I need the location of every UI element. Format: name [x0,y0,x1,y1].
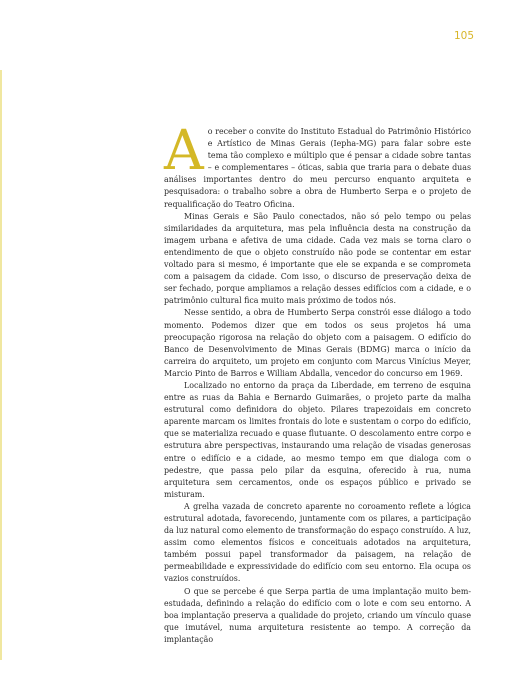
paragraph-3: Nesse sentido, a obra de Humberto Serpa constrói esse diálogo a todo momento. Podemos dizer que em todos os seus projetos há uma preocupação rigorosa na relação do objeto com a paisagem. O edifício do Banco de Desenvolvimento de Minas Gerais (BDMG) marca o início da carreira do arquiteto, um projeto em conjunto com Marcus Vinícius Meyer, Marcio Pinto de Barros e William Abdalla, vencedor do concurso em 1969. [164,308,471,378]
drop-cap: A [164,118,204,182]
article-body [164,118,472,646]
paragraph-1 [164,118,471,211]
page-number: 105 [453,30,474,42]
paragraph-5: A grelha vazada de concreto aparente no coroamento reflete a lógica estrutural adotada, favorecendo, juntamente com os pilares, a participação da luz natural como elemento de transformação do espaço construído. A luz, assim como elementos físicos e conceituais adotados na arquitetura, também possui papel transformador da paisagem, na relação de permeabilidade e expressividade do edifício com seu entorno. Ela ocupa os vazios construídos. [164,501,472,584]
paragraph-4: Localizado no entorno da praça da Liberdade, em terreno de esquina entre as ruas da Bahia e Bernardo Guimarães, o projeto parte da malha estrutural como definidora do objeto. Pilares trapezoidais em concreto aparente marcam os limites frontais do lote e sustentam o corpo do edifício, que se materializa recuado e quase flutuante. O descolamento entre corpo e estrutura abre perspectivas, instaurando uma relação de visadas generosas entre o edifício e a cidade, ao mesmo tempo em que dialoga com o pedestre, que passa pelo pilar da esquina, oferecido à rua, numa arquitetura sem cercamentos, onde os espaços público e privado se misturam. [164,380,471,499]
paragraph-2: Minas Gerais e São Paulo conectados, não só pelo tempo ou pelas similaridades da arquitetura, mas pela influência desta na construção da imagem urbana e afetiva de uma cidade. Cada vez mais se torna claro o entendimento de que o objeto construído não pode se contentar em estar voltado para si mesmo, é importante que ele se expanda e se comprometa com a paisagem da cidade. Com isso, o discurso de preservação deixa de ser fechado, porque ampliamos a relação desses edifícios com a cidade, e o patrimônio cultural fica muito mais próximo de todos nós. [164,211,471,306]
paragraph-6: O que se percebe é que Serpa partia de uma implantação muito bem-estudada, definindo a relação do edifício com o lote e com seu entorno. A boa implantação preserva a qualidade do projeto, criando um vínculo quase que imutável, numa arquitetura resistente ao tempo. A correção da implantação [164,586,471,644]
paragraph-1-text: o receber o convite do Instituto Estadual do Patrimônio Histórico e Artístico de Minas Gerais (Iepha-MG) para falar sobre este tema tão complexo e múltiplo que é pensar a cidade sobre tantas – e complementares – óticas, sabia que traria para o debate duas análises importantes dentro do meu percurso enquanto arquiteta e pesquisadora: o trabalho sobre a obra de Humberto Serpa e o projeto de requalificação do Teatro Oficina. [164,127,471,209]
page-edge-mark [0,70,2,660]
